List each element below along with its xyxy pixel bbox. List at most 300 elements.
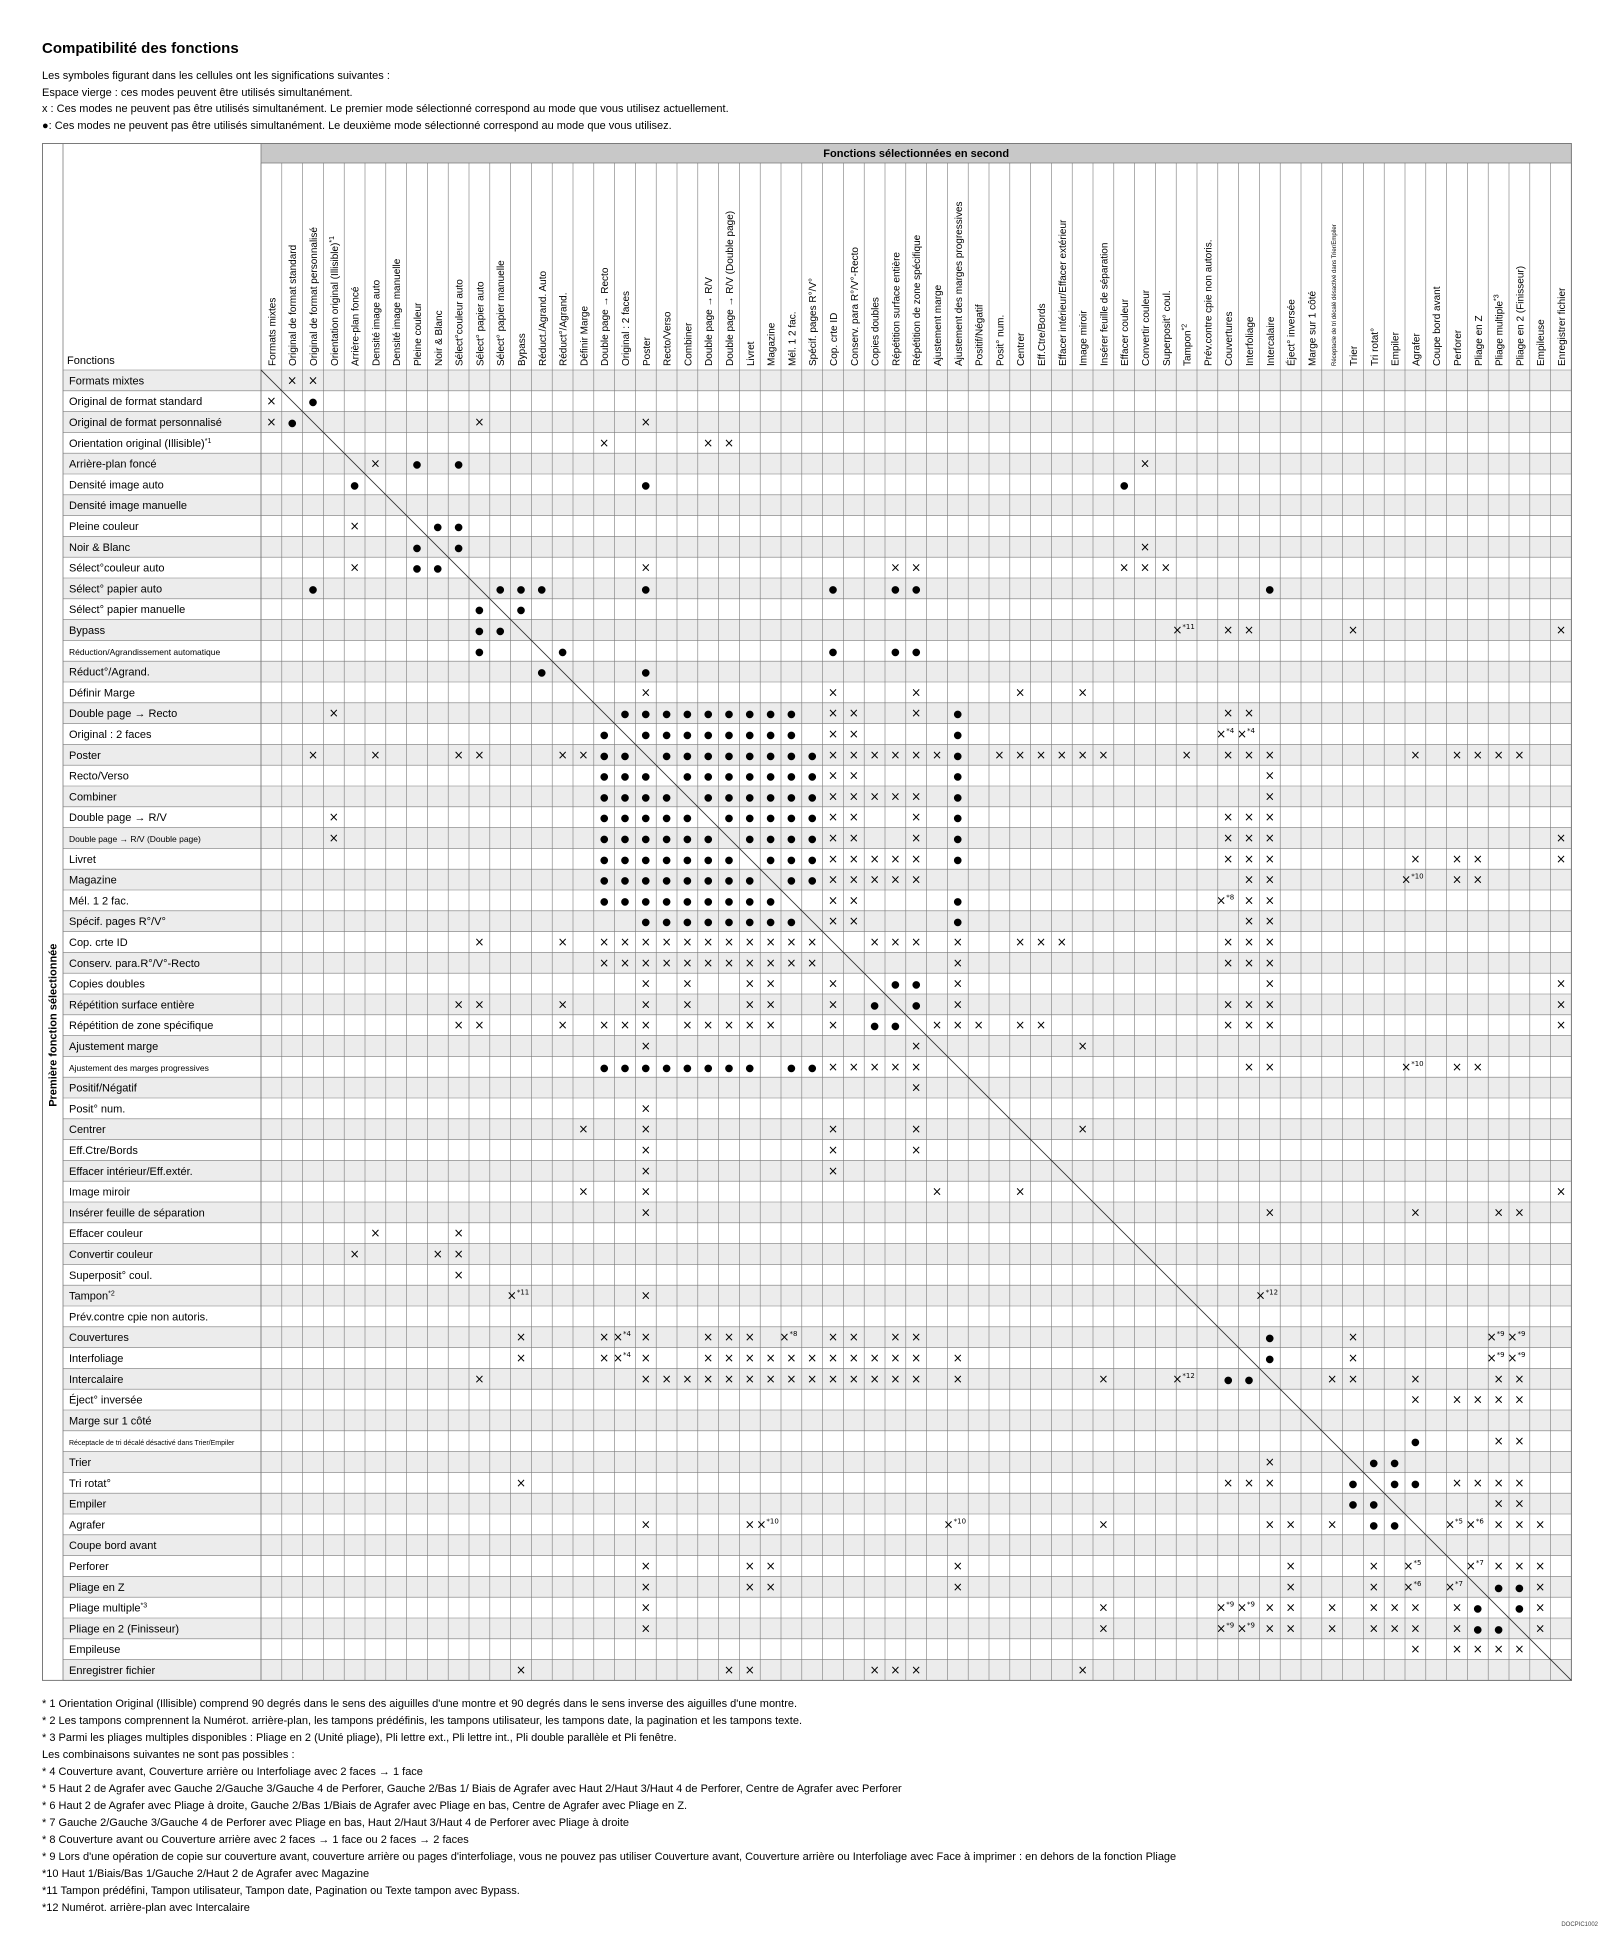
cell-symbol: ● xyxy=(641,813,651,825)
cell-symbol: × xyxy=(765,955,776,970)
column-header: Double page → R/V xyxy=(704,277,716,366)
cell-symbol: × xyxy=(1243,851,1255,866)
row-header: Recto/Verso xyxy=(69,770,129,783)
cell-symbol: × xyxy=(911,747,922,762)
cell-symbol: × xyxy=(911,810,922,825)
cell-symbol: ● xyxy=(662,875,671,887)
cell-symbol: × xyxy=(640,976,651,991)
cell-symbol: × xyxy=(1368,1579,1379,1594)
cell-symbol: ● xyxy=(1223,1374,1233,1386)
cell-symbol: ● xyxy=(766,813,775,825)
cell-symbol: × xyxy=(1451,872,1463,887)
row-header: Double page → R/V xyxy=(69,812,167,825)
cell-symbol: × xyxy=(1077,1122,1088,1137)
cell-symbol: × xyxy=(827,1143,839,1157)
row-band xyxy=(63,703,1571,724)
column-header: Image miroir xyxy=(1078,310,1090,366)
row-header: Insérer feuille de séparation xyxy=(69,1207,205,1220)
cell-symbol: ● xyxy=(1348,1478,1358,1490)
row-header: Éject° inversée xyxy=(69,1394,143,1407)
cell-symbol: × xyxy=(1223,935,1234,949)
cell-symbol: × xyxy=(723,1351,735,1365)
cell-symbol: × xyxy=(1472,1475,1483,1490)
cell-symbol: × xyxy=(827,789,839,804)
cell-symbol: × xyxy=(1472,1392,1483,1407)
cell-symbol: × xyxy=(952,935,963,949)
row-header: Orientation original (Illisible)$^{*1}$ xyxy=(69,437,212,450)
cell-symbol: ● xyxy=(953,792,963,804)
cell-symbol: ● xyxy=(953,750,963,762)
cell-symbol: × xyxy=(848,1059,859,1074)
cell-symbol: × xyxy=(827,872,839,887)
cell-symbol: × xyxy=(848,727,859,741)
cell-symbol: ● xyxy=(745,896,755,908)
column-header: Répétition de zone spécifique xyxy=(912,234,924,366)
cell-symbol: ● xyxy=(599,896,609,908)
cell-symbol: × xyxy=(1514,1392,1525,1407)
cell-symbol: × xyxy=(1243,872,1255,887)
cell-symbol: × xyxy=(1514,1559,1525,1573)
cell-symbol: ● xyxy=(1369,1499,1379,1511)
cell-symbol: × xyxy=(848,914,859,929)
cell-symbol: × xyxy=(827,810,839,825)
cell-symbol: × xyxy=(911,1122,922,1137)
row-header: Poster xyxy=(69,749,101,762)
cell-symbol: ● xyxy=(891,1021,900,1033)
cell-symbol: ×$^{*9}$ xyxy=(1216,1600,1235,1615)
column-header: Sélect°couleur auto xyxy=(454,279,466,366)
cell-symbol: × xyxy=(453,1018,464,1033)
cell-symbol: ● xyxy=(620,896,630,908)
cell-symbol: × xyxy=(1555,1184,1567,1199)
cell-symbol: × xyxy=(1160,560,1171,575)
cell-symbol: ● xyxy=(433,563,443,575)
cell-symbol: × xyxy=(744,1330,755,1345)
cell-symbol: ● xyxy=(599,792,609,804)
row-header: Double page → Recto xyxy=(69,708,178,721)
footnote: * 6 Haut 2 de Agrafer avec Pliage à droite, Gauche 2/Bas 1/Biais de Agrafer avec Pliage en bas, Centre de Agrafer avec Pliage en Z. xyxy=(42,1800,688,1812)
cell-symbol: × xyxy=(911,1080,922,1095)
row-header: Réceptacle de tri décalé désactivé dans Trier/Empiler xyxy=(69,1440,235,1448)
cell-symbol: × xyxy=(1347,1371,1359,1386)
row-header: Intercalaire xyxy=(69,1373,124,1386)
cell-symbol: × xyxy=(661,935,672,949)
cell-symbol: × xyxy=(557,935,568,949)
cell-symbol: × xyxy=(723,435,735,450)
column-header: Formats mixtes xyxy=(267,297,279,366)
cell-symbol: ● xyxy=(662,750,671,762)
cell-symbol: × xyxy=(599,1351,610,1365)
row-header: Effacer couleur xyxy=(69,1228,143,1241)
cell-symbol: ● xyxy=(599,875,609,887)
row-header: Arrière-plan foncé xyxy=(69,458,157,471)
row-header: Posit° num. xyxy=(69,1103,126,1116)
cell-symbol: × xyxy=(1451,747,1463,762)
cell-symbol: ● xyxy=(641,792,651,804)
cell-symbol: ● xyxy=(1390,1520,1399,1532)
cell-symbol: ● xyxy=(724,1062,734,1074)
cell-symbol: × xyxy=(453,1267,464,1282)
cell-symbol: ● xyxy=(620,792,630,804)
cell-symbol: ● xyxy=(828,584,838,596)
cell-symbol: × xyxy=(453,1247,464,1261)
row-band xyxy=(63,1327,1571,1348)
cell-symbol: × xyxy=(1264,997,1275,1012)
cell-symbol: ● xyxy=(703,730,713,741)
row-header: Empiler xyxy=(69,1498,107,1511)
cell-symbol: × xyxy=(370,1226,381,1241)
cell-symbol: ● xyxy=(641,709,651,721)
cell-symbol: × xyxy=(765,1371,776,1386)
cell-symbol: × xyxy=(1535,1600,1546,1615)
cell-symbol: × xyxy=(703,955,714,970)
cell-symbol: × xyxy=(1535,1559,1546,1573)
cell-symbol: × xyxy=(1493,1517,1504,1532)
cell-symbol: × xyxy=(786,955,797,970)
column-header: Bypass xyxy=(517,333,528,366)
row-header: Empileuse xyxy=(69,1644,121,1657)
row-header: Tri rotat° xyxy=(69,1477,111,1490)
cell-symbol: × xyxy=(911,872,922,887)
cell-symbol: × xyxy=(890,1330,901,1345)
cell-symbol: ● xyxy=(766,834,775,845)
cell-symbol: ● xyxy=(745,834,755,845)
cell-symbol: × xyxy=(952,955,963,970)
column-header: Magazine xyxy=(766,322,778,366)
cell-symbol: ● xyxy=(953,834,963,845)
cell-symbol: ● xyxy=(620,875,630,887)
cell-symbol: × xyxy=(952,1371,963,1386)
cell-symbol: × xyxy=(703,1330,714,1345)
cell-symbol: × xyxy=(1223,810,1234,825)
cell-symbol: ● xyxy=(787,875,796,887)
cell-symbol: ● xyxy=(911,1000,921,1012)
cell-symbol: × xyxy=(890,747,901,762)
cell-symbol: × xyxy=(744,955,755,970)
cell-symbol: × xyxy=(1056,935,1067,949)
cell-symbol: × xyxy=(723,1018,735,1033)
row-header: Mél. 1 2 fac. xyxy=(69,895,129,908)
cell-symbol: × xyxy=(1035,935,1047,949)
column-header: Prév.contre cpie non autoris. xyxy=(1203,239,1215,366)
column-header: Livret xyxy=(745,341,757,366)
cell-symbol: × xyxy=(911,1059,922,1074)
cell-symbol: × xyxy=(640,1163,651,1178)
cell-symbol: × xyxy=(640,1559,651,1573)
cell-symbol: × xyxy=(1264,768,1275,783)
cell-symbol: × xyxy=(848,831,859,845)
cell-symbol: × xyxy=(1327,1600,1338,1615)
cell-symbol: × xyxy=(1493,1392,1504,1407)
cell-symbol: × xyxy=(911,1143,922,1157)
cell-symbol: × xyxy=(827,768,839,783)
cell-symbol: × xyxy=(1264,1600,1275,1615)
cell-symbol: × xyxy=(911,1039,922,1053)
row-band xyxy=(63,786,1571,807)
column-header: Copies doubles xyxy=(870,297,882,366)
row-header: Spécif. pages R°/V° xyxy=(69,916,166,929)
cell-symbol: ● xyxy=(683,834,692,845)
cell-symbol: × xyxy=(640,1330,651,1345)
cell-symbol: × xyxy=(765,997,776,1012)
legend-intro xyxy=(42,68,729,134)
cell-symbol: × xyxy=(640,955,651,970)
cell-symbol: × xyxy=(848,768,859,783)
cell-symbol: × xyxy=(703,1018,714,1033)
column-header: Perforer xyxy=(1453,329,1464,366)
cell-symbol: × xyxy=(474,1018,485,1033)
cell-symbol: × xyxy=(1472,872,1483,887)
cell-symbol: ● xyxy=(683,1062,692,1074)
row-header: Perforer xyxy=(69,1561,109,1573)
cell-symbol: × xyxy=(723,955,735,970)
cell-symbol: ● xyxy=(724,771,734,783)
cell-symbol: × xyxy=(827,851,839,866)
cell-symbol: × xyxy=(1555,1018,1567,1033)
cell-symbol: ● xyxy=(1494,1582,1503,1594)
cell-symbol: × xyxy=(1264,1455,1275,1469)
cell-symbol: ● xyxy=(454,522,463,533)
row-header: Sélect° papier manuelle xyxy=(69,604,186,617)
column-header: Définir Marge xyxy=(579,305,591,366)
cell-symbol: × xyxy=(1223,1018,1234,1033)
cell-symbol: ×$^{*7}$ xyxy=(1444,1579,1464,1594)
cell-symbol: ×$^{*11}$ xyxy=(506,1288,530,1303)
cell-symbol: × xyxy=(453,997,464,1012)
cell-symbol: × xyxy=(827,997,839,1012)
cell-symbol: × xyxy=(661,1371,672,1386)
cell-symbol: ● xyxy=(953,917,963,929)
cell-symbol: ● xyxy=(703,917,713,929)
cell-symbol: × xyxy=(328,706,339,721)
cell-symbol: × xyxy=(453,1226,464,1241)
footnote: *12 Numérot. arrière-plan avec Intercalaire xyxy=(42,1902,250,1914)
cell-symbol: × xyxy=(827,706,839,721)
cell-symbol: × xyxy=(786,1371,797,1386)
column-header: Empileuse xyxy=(1536,319,1548,366)
column-header: Convertir couleur xyxy=(1141,289,1152,366)
cell-symbol: × xyxy=(1243,955,1255,970)
cell-symbol: × xyxy=(1243,997,1255,1012)
cell-symbol: × xyxy=(557,997,568,1012)
cell-symbol: ● xyxy=(766,709,775,721)
row-header: Magazine xyxy=(69,874,117,887)
row-header: Combiner xyxy=(69,791,117,804)
cell-symbol: × xyxy=(640,935,651,949)
cell-symbol: × xyxy=(1535,1579,1546,1594)
cell-symbol: × xyxy=(1264,955,1275,970)
column-header: Sélect° papier auto xyxy=(475,281,487,366)
row-header: Densité image manuelle xyxy=(69,500,188,513)
cell-symbol: × xyxy=(744,1371,755,1386)
cell-symbol: × xyxy=(599,935,610,949)
cell-symbol: ● xyxy=(683,917,692,929)
row-header: Réduction/Agrandissement automatique xyxy=(69,646,221,657)
top-header-label: Fonctions sélectionnées en second xyxy=(823,148,1010,160)
cell-symbol: × xyxy=(744,1559,755,1573)
cell-symbol: ● xyxy=(454,459,463,471)
cell-symbol: × xyxy=(911,789,922,804)
row-header: Couvertures xyxy=(69,1332,129,1345)
cell-symbol: × xyxy=(266,415,277,429)
cell-symbol: × xyxy=(848,789,859,804)
cell-symbol: ● xyxy=(412,542,422,554)
cell-symbol: ● xyxy=(807,792,817,804)
footnote: * 8 Couverture avant ou Couverture arrière avec 2 faces → 1 face ou 2 faces → 2 faces xyxy=(42,1834,469,1846)
cell-symbol: × xyxy=(307,373,319,388)
cell-symbol: × xyxy=(328,810,339,825)
cell-symbol: × xyxy=(911,935,922,949)
cell-symbol: × xyxy=(453,747,464,762)
row-header: Pliage en 2 (Finisseur) xyxy=(69,1623,180,1636)
footnote: * 9 Lors d'une opération de copie sur couverture avant, couverture arrière ou pages d'interfoliage, vous ne pouvez pas utiliser Couverture avant, Couverture arrière ou Interfoliage avec Face à imprimer : en dehors de la fonction Pliage xyxy=(42,1851,1177,1863)
cell-symbol: × xyxy=(1243,623,1255,637)
cell-symbol: × xyxy=(1285,1600,1296,1615)
cell-symbol: × xyxy=(890,1059,901,1074)
row-header: Centrer xyxy=(69,1124,106,1137)
cell-symbol: × xyxy=(973,1018,984,1033)
cell-symbol: ● xyxy=(807,875,817,887)
cell-symbol: × xyxy=(578,747,589,762)
cell-symbol: × xyxy=(619,955,631,970)
cell-symbol: × xyxy=(1327,1621,1338,1636)
cell-symbol: × xyxy=(1451,1642,1463,1657)
cell-symbol: ● xyxy=(1515,1603,1524,1615)
cell-symbol: × xyxy=(848,706,859,721)
cell-symbol: ● xyxy=(683,875,692,887)
cell-symbol: ● xyxy=(558,646,567,658)
cell-symbol: ● xyxy=(807,854,817,866)
cell-symbol: × xyxy=(682,1018,693,1033)
cell-symbol: × xyxy=(869,935,880,949)
cell-symbol: ● xyxy=(911,646,921,658)
cell-symbol: ● xyxy=(683,709,692,721)
cell-symbol: ● xyxy=(724,875,734,887)
cell-symbol: × xyxy=(890,935,901,949)
cell-symbol: × xyxy=(557,747,568,762)
cell-symbol: ● xyxy=(745,1062,755,1074)
cell-symbol: ● xyxy=(745,875,755,887)
cell-symbol: × xyxy=(1451,851,1463,866)
cell-symbol: × xyxy=(557,1018,568,1033)
cell-symbol: ● xyxy=(724,792,734,804)
cell-symbol: × xyxy=(474,1371,485,1386)
column-header: Original : 2 faces xyxy=(621,290,632,366)
row-header: Original de format personnalisé xyxy=(69,417,222,429)
cell-symbol: × xyxy=(744,976,755,991)
cell-symbol: × xyxy=(1264,872,1275,887)
cell-symbol: ● xyxy=(641,875,651,887)
column-header: Insérer feuille de séparation xyxy=(1099,242,1111,366)
row-band xyxy=(63,828,1571,849)
cell-symbol: ● xyxy=(683,854,692,866)
cell-symbol: × xyxy=(952,1559,963,1573)
cell-symbol: ● xyxy=(599,771,609,783)
cell-symbol: × xyxy=(682,1371,693,1386)
cell-symbol: ● xyxy=(745,813,755,825)
cell-symbol: ● xyxy=(620,834,630,845)
cell-symbol: × xyxy=(848,1351,859,1365)
footnote: * 3 Parmi les pliages multiples disponibles : Pliage en 2 (Unité pliage), Pli lettre ext., Pli lettre int., Pli double parallèle et Pli fenêtre. xyxy=(42,1732,677,1744)
cell-symbol: × xyxy=(1264,976,1275,991)
cell-symbol: × xyxy=(599,1330,610,1345)
cell-symbol: × xyxy=(911,1330,922,1345)
column-header: Empiler xyxy=(1390,332,1402,366)
cell-symbol: × xyxy=(1514,1475,1525,1490)
cell-symbol: × xyxy=(599,955,610,970)
cell-symbol: × xyxy=(1223,955,1234,970)
column-header: Sélect° papier manuelle xyxy=(496,260,508,366)
cell-symbol: × xyxy=(1472,851,1483,866)
cell-symbol: × xyxy=(848,872,859,887)
cell-symbol: × xyxy=(1223,1475,1234,1490)
cell-symbol: ● xyxy=(641,771,651,783)
row-header: Interfoliage xyxy=(69,1353,124,1365)
cell-symbol: ● xyxy=(495,584,505,596)
cell-symbol: × xyxy=(723,935,735,949)
cell-symbol: ×$^{*9}$ xyxy=(1507,1330,1526,1345)
cell-symbol: ● xyxy=(745,709,755,721)
cell-symbol: × xyxy=(703,1371,714,1386)
cell-symbol: × xyxy=(1015,747,1026,762)
cell-symbol: ● xyxy=(953,896,963,908)
cell-symbol: × xyxy=(723,1371,735,1386)
cell-symbol: × xyxy=(827,1330,839,1345)
cell-symbol: × xyxy=(640,1579,651,1594)
cell-symbol: ● xyxy=(703,792,713,804)
column-header: Original de format personnalisé xyxy=(309,227,320,366)
cell-symbol: ×$^{*12}$ xyxy=(1172,1371,1195,1386)
cell-symbol: ● xyxy=(1244,1374,1254,1386)
cell-symbol: ● xyxy=(1265,1354,1275,1365)
cell-symbol: × xyxy=(1410,1600,1421,1615)
cell-symbol: × xyxy=(370,456,381,471)
cell-symbol: ● xyxy=(412,459,422,471)
cell-symbol: × xyxy=(1368,1559,1379,1573)
cell-symbol: × xyxy=(1368,1600,1379,1615)
page-title: Compatibilité des fonctions xyxy=(42,40,239,57)
cell-symbol: × xyxy=(1243,1475,1255,1490)
cell-symbol: × xyxy=(1389,1600,1400,1615)
cell-symbol: × xyxy=(827,1018,839,1033)
cell-symbol: ● xyxy=(620,854,630,866)
side-header-label: Première fonction sélectionnée xyxy=(47,943,60,1107)
row-band xyxy=(63,1077,1571,1098)
row-header: Superposit° coul. xyxy=(69,1269,153,1282)
cell-symbol: × xyxy=(1243,706,1255,721)
cell-symbol: × xyxy=(931,747,943,762)
cell-symbol: ×$^{*9}$ xyxy=(1507,1351,1526,1365)
column-header: Posit° num. xyxy=(995,314,1007,366)
row-header: Image miroir xyxy=(69,1186,131,1199)
cell-symbol: × xyxy=(432,1247,443,1261)
column-header: Répétition surface entière xyxy=(891,252,903,366)
column-header: Trier xyxy=(1349,345,1360,366)
row-header: Prév.contre cpie non autoris. xyxy=(69,1311,209,1324)
row-header: Répétition surface entière xyxy=(69,999,195,1012)
cell-symbol: ● xyxy=(787,1062,796,1074)
cell-symbol: × xyxy=(765,935,776,949)
cell-symbol: × xyxy=(1347,1351,1359,1365)
cell-symbol: ● xyxy=(766,854,775,866)
row-header: Pleine couleur xyxy=(69,521,139,533)
cell-symbol: × xyxy=(1077,747,1088,762)
column-header: Orientation original (Illisible)$^{*1}$ xyxy=(328,235,341,366)
cell-symbol: × xyxy=(578,1184,589,1199)
column-header: Eff.Ctre/Bords xyxy=(1037,303,1048,366)
cell-symbol: × xyxy=(827,1163,839,1178)
cell-symbol: ● xyxy=(787,771,796,783)
